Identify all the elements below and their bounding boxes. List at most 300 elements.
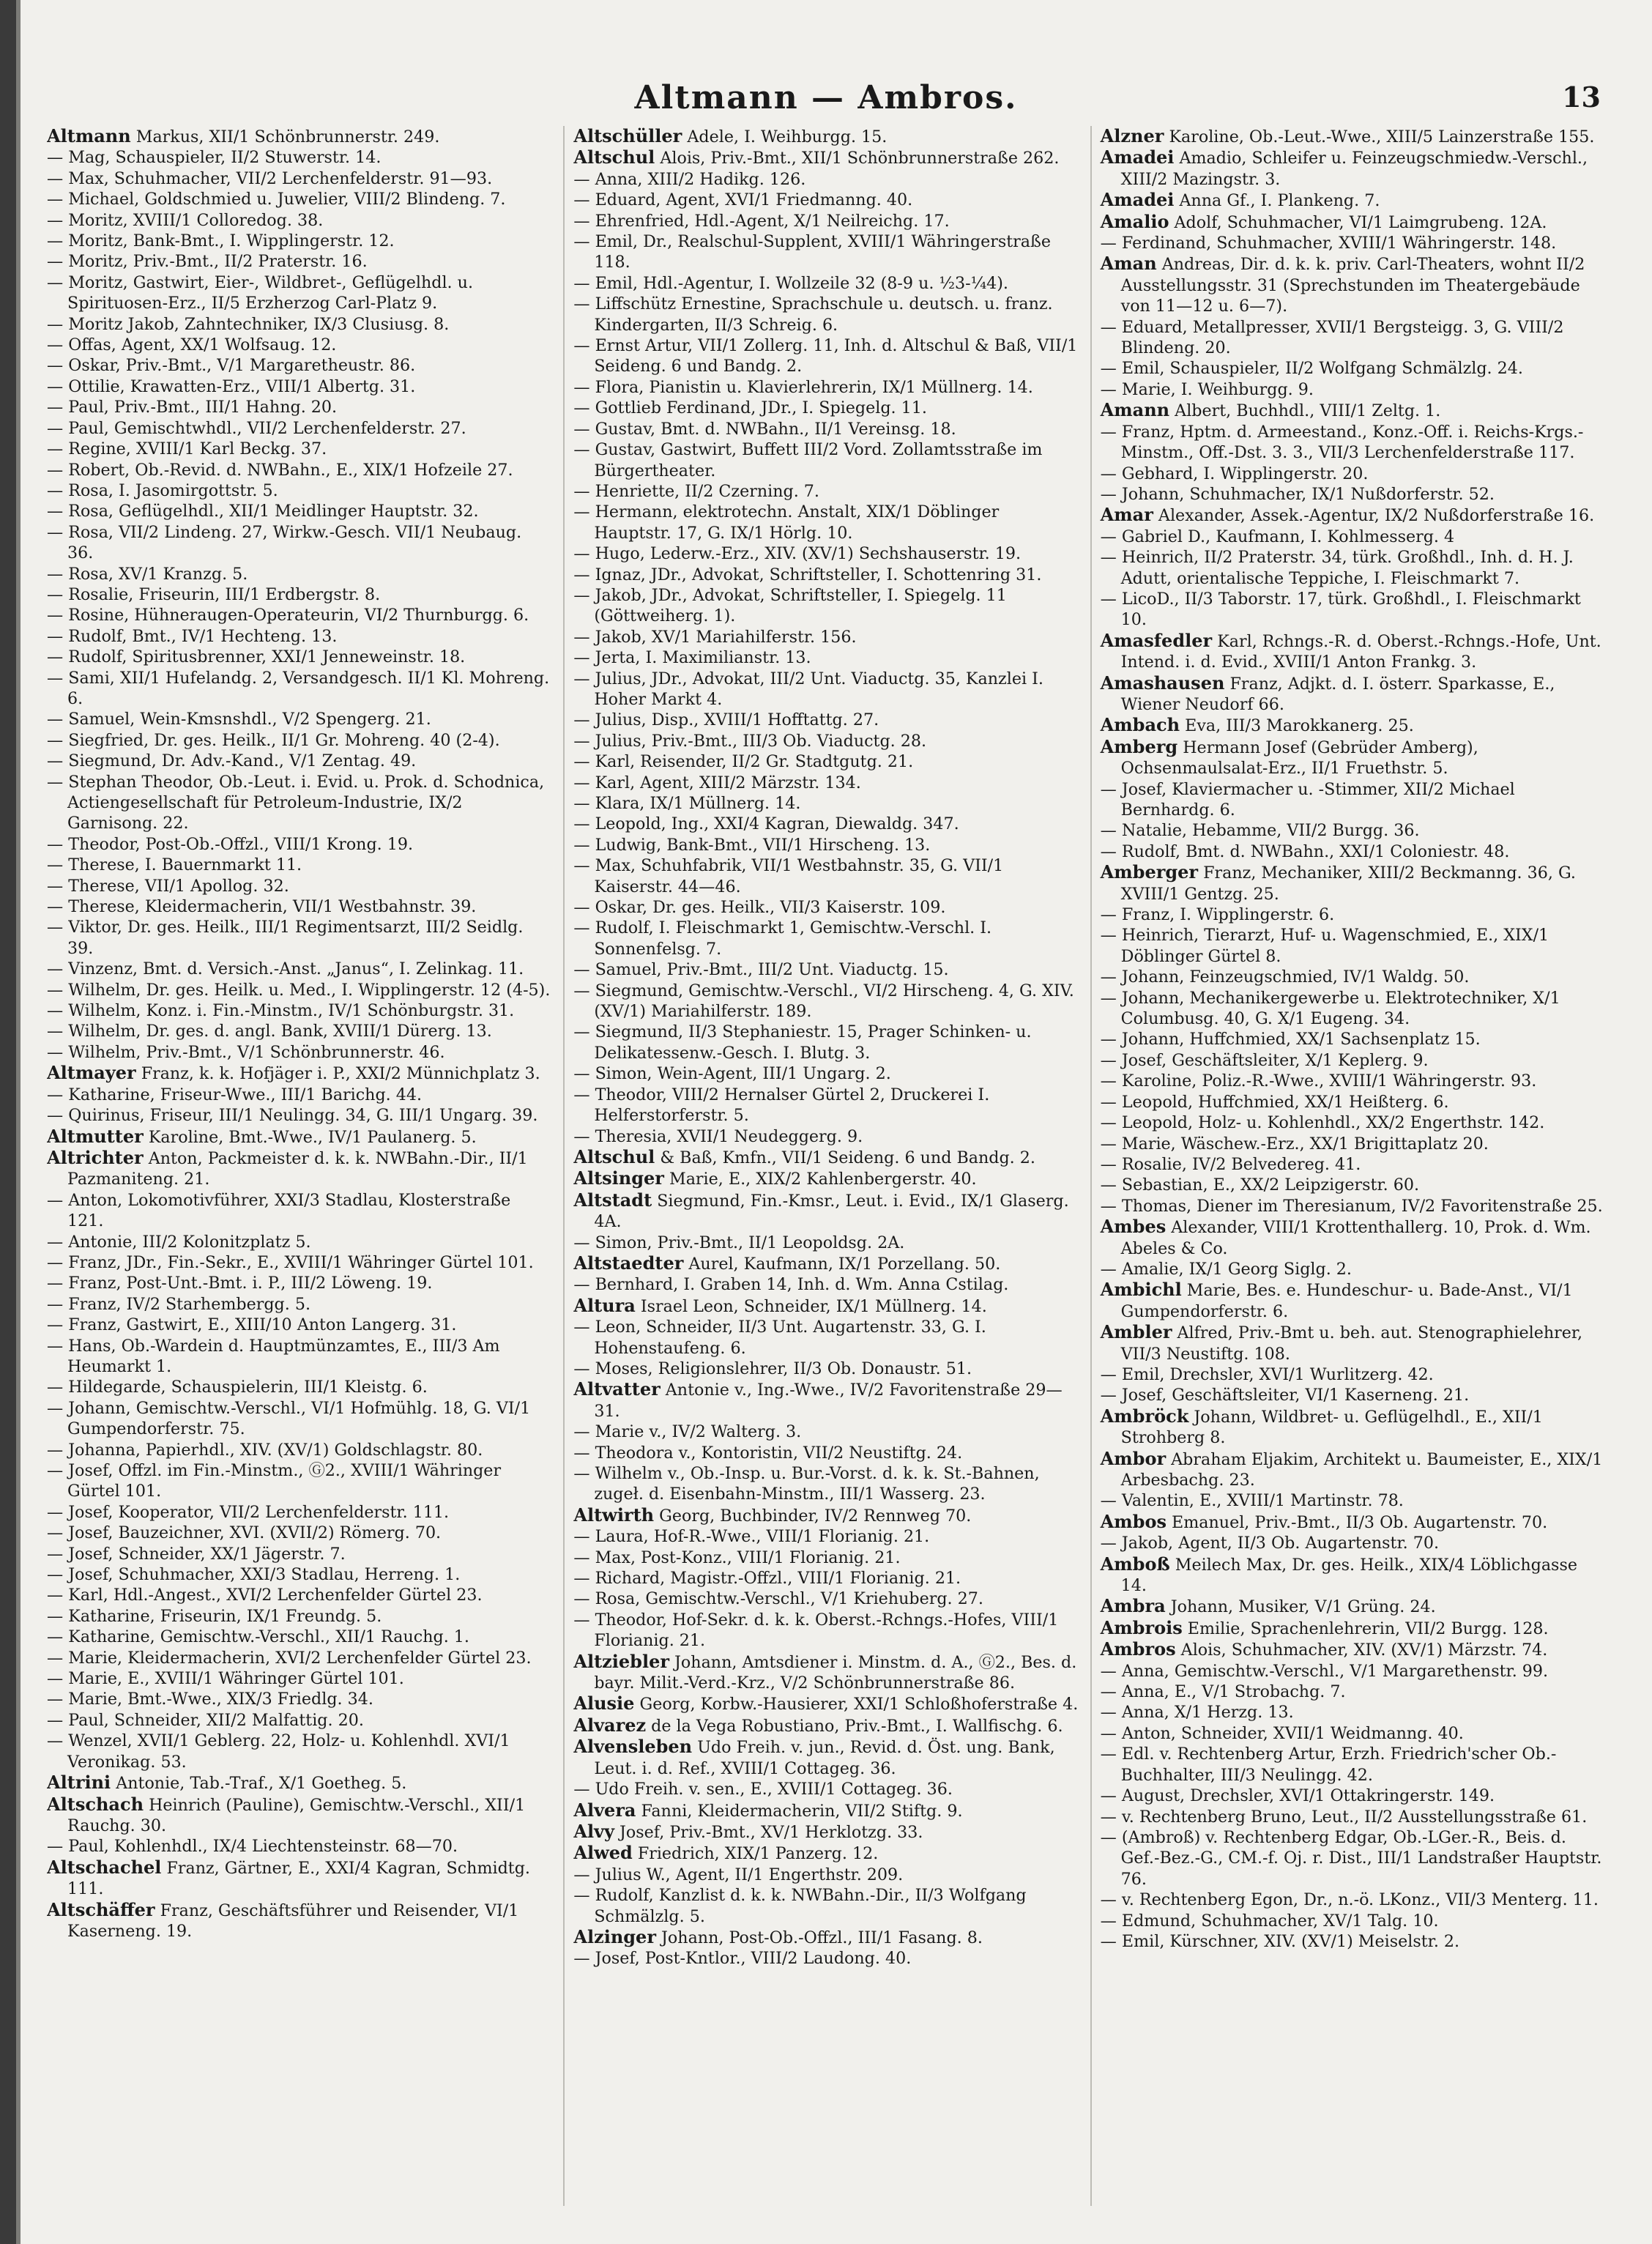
directory-entry: [47, 272, 551, 314]
directory-entry: [47, 314, 551, 335]
directory-entry: [47, 1085, 551, 1105]
columns: [47, 126, 1605, 2206]
directory-entry: [47, 1105, 551, 1126]
entry-text: Marie, E., XIX/2 Kahlenbergerstr. 40.: [663, 1170, 977, 1189]
entry-text: — Edmund, Schuhmacher, XV/1 Talg. 10.: [1100, 1911, 1439, 1931]
directory-entry: [573, 147, 1078, 168]
directory-entry: [47, 1900, 551, 1942]
entry-text: — Julius W., Agent, II/1 Engerthstr. 209.: [573, 1865, 904, 1884]
directory-entry: [47, 1627, 551, 1647]
surname: Ambra: [1100, 1595, 1166, 1617]
directory-entry: [573, 1147, 1078, 1168]
directory-entry: [1101, 715, 1605, 736]
surname: Altrichter: [47, 1146, 144, 1168]
entry-text: — Therese, I. Bauernmarkt 11.: [47, 855, 302, 875]
directory-entry: [47, 1648, 551, 1668]
directory-entry: [573, 543, 1078, 564]
directory-entry: [573, 439, 1078, 481]
directory-entry: [1101, 1216, 1605, 1259]
entry-text: — v. Rechtenberg Bruno, Leut., II/2 Ausstellungsstraße 61.: [1100, 1807, 1588, 1827]
entry-text: — Josef, Geschäftsleiter, X/1 Keplerg. 9.: [1100, 1050, 1429, 1070]
entry-text: Andreas, Dir. d. k. k. priv. Carl-Theaters, wohnt II/2 Ausstellungsstr. 31 (Sprechstunden im Theatergebäude von 11—12 u. 6—7).: [1120, 255, 1585, 316]
directory-entry: [1101, 527, 1605, 547]
entry-text: — Julius, Disp., XVIII/1 Hofftattg. 27.: [573, 710, 879, 730]
entry-text: Marie, Bes. e. Hundeschur- u. Bade-Anst., VI/1 Gumpendorferstr. 6.: [1120, 1281, 1573, 1321]
directory-entry: [47, 1273, 551, 1293]
entry-text: — Paul, Gemischtwhdl., VII/2 Lerchenfelderstr. 27.: [47, 418, 466, 438]
directory-entry: [47, 896, 551, 917]
entry-text: Johann, Wildbret- u. Geflügelhdl., E., XII/1 Strohberg 8.: [1120, 1407, 1543, 1448]
directory-entry: [1101, 1807, 1605, 1827]
directory-entry: [1101, 1682, 1605, 1702]
directory-entry: [1101, 1744, 1605, 1786]
directory-entry: [573, 1253, 1078, 1274]
entry-text: — Rosa, VII/2 Lindeng. 27, Wirkw.-Gesch. VII/1 Neubaug. 36.: [47, 522, 522, 563]
directory-entry: [47, 1063, 551, 1084]
directory-entry: [47, 126, 551, 147]
directory-entry: [1101, 1661, 1605, 1682]
directory-entry: [1101, 1050, 1605, 1071]
directory-entry: [1101, 422, 1605, 464]
directory-entry: [47, 1190, 551, 1232]
directory-entry: [573, 1233, 1078, 1253]
directory-entry: [1101, 1196, 1605, 1216]
entry-text: — Eduard, Agent, XVI/1 Friedmanng. 40.: [573, 190, 913, 210]
left-scan-edge: [0, 0, 16, 2244]
entry-text: Heinrich (Pauline), Gemischtw.-Verschl., XII/1 Rauchg. 30.: [67, 1795, 526, 1835]
directory-entry: [1101, 1029, 1605, 1049]
directory-entry: [573, 1927, 1078, 1948]
entry-text: — Regine, XVIII/1 Karl Beckg. 37.: [47, 439, 327, 459]
entry-text: Udo Freih. v. jun., Revid. d. Öst. ung. Bank, Leut. i. d. Ref., XVIII/1 Cottageg. 36.: [594, 1738, 1055, 1778]
directory-entry: [47, 730, 551, 751]
surname: Amadei: [1100, 146, 1175, 168]
directory-entry: [1101, 547, 1605, 589]
directory-entry: [1101, 1364, 1605, 1385]
directory-entry: [573, 1443, 1078, 1463]
directory-entry: [1101, 233, 1605, 253]
directory-entry: [1101, 1449, 1605, 1491]
surname: Amashausen: [1100, 672, 1225, 694]
directory-entry: [47, 231, 551, 251]
surname: Altschüller: [573, 126, 682, 146]
directory-entry: [573, 169, 1078, 190]
entry-text: — Edl. v. Rechtenberg Artur, Erzh. Friedrich'scher Ob.-Buchhalter, III/3 Neulingg. 42.: [1100, 1745, 1557, 1785]
entry-text: — Rosa, Gemischtw.-Verschl., V/1 Kriehuberg. 27.: [573, 1589, 983, 1609]
entry-text: — Therese, Kleidermacherin, VII/1 Westbahnstr. 39.: [47, 897, 477, 917]
surname: Alzner: [1100, 126, 1164, 146]
entry-text: — Wilhelm v., Ob.-Insp. u. Bur.-Vorst. d. k. k. St.-Bahnen, zugeł. d. Eisenbahn-Minstm., III/1 Wasserg. 23.: [573, 1464, 1040, 1504]
entry-text: — Julius, JDr., Advokat, III/2 Unt. Viaductg. 35, Kanzlei I. Hoher Markt 4.: [573, 669, 1043, 709]
directory-entry: [1101, 505, 1605, 526]
directory-entry: [573, 647, 1078, 668]
entry-text: Alois, Priv.-Bmt., XII/1 Schönbrunnerstraße 262.: [655, 149, 1060, 168]
entry-text: — Eduard, Metallpresser, XVII/1 Bergsteigg. 3, G. VIII/2 Blindeng. 20.: [1100, 317, 1564, 358]
entry-text: Adolf, Schuhmacher, VI/1 Laimgrubeng. 12A.: [1169, 212, 1547, 232]
entry-text: — Rudolf, Bmt., IV/1 Hechteng. 13.: [47, 626, 338, 646]
entry-text: — Rudolf, Bmt. d. NWBahn., XXI/1 Coloniestr. 48.: [1100, 842, 1510, 861]
surname: Altura: [573, 1294, 636, 1316]
directory-entry: [47, 1836, 551, 1857]
directory-entry: [573, 959, 1078, 980]
entry-text: — Stephan Theodor, Ob.-Leut. i. Evid. u. Prok. d. Schodnica, Actiengesellschaft für Petroleum-Industrie, IX/2 Garnisong. 22.: [47, 772, 545, 833]
entry-text: Georg, Buchbinder, IV/2 Rennweg 70.: [654, 1506, 972, 1526]
entry-text: Antonie v., Ing.-Wwe., IV/2 Favoritenstraße 29—31.: [594, 1381, 1063, 1421]
directory-entry: [573, 481, 1078, 502]
entry-text: — Karoline, Poliz.-R.-Wwe., XVIII/1 Währingerstr. 93.: [1100, 1071, 1537, 1091]
directory-entry: [47, 1606, 551, 1627]
directory-entry: [47, 1772, 551, 1794]
entry-text: — Michael, Goldschmied u. Juwelier, VIII/2 Blindeng. 7.: [47, 190, 506, 209]
surname: Ambler: [1100, 1321, 1172, 1343]
entry-text: — Siegmund, Gemischtw.-Verschl., VI/2 Hirscheng. 4, G. XIV. (XV/1) Mariahilferstr. 189.: [573, 981, 1074, 1022]
entry-text: — Udo Freih. v. sen., E., XVIII/1 Cottageg. 36.: [573, 1780, 953, 1799]
running-title: Altmann — Ambros.: [634, 79, 1018, 116]
entry-text: — Siegmund, Dr. Adv.-Kand., V/1 Zentag. 49.: [47, 751, 417, 771]
entry-text: — Paul, Kohlenhdl., IX/4 Liechtensteinstr. 68—70.: [47, 1837, 458, 1857]
directory-entry: [1101, 967, 1605, 987]
directory-entry: [573, 377, 1078, 398]
directory-entry: [47, 709, 551, 729]
directory-entry: [47, 1460, 551, 1502]
entry-text: — Karl, Reisender, II/2 Gr. Stadtgutg. 21.: [573, 752, 914, 772]
directory-entry: [1101, 1931, 1605, 1952]
entry-text: — Max, Schuhfabrik, VII/1 Westbahnstr. 35, G. VII/1 Kaiserstr. 44—46.: [573, 856, 1004, 896]
directory-entry: [47, 355, 551, 376]
entry-text: Franz, Mechaniker, XIII/2 Beckmanng. 36, G. XVIII/1 Gentzg. 25.: [1120, 863, 1576, 904]
directory-entry: [47, 1585, 551, 1605]
directory-entry: [47, 1021, 551, 1041]
entry-text: — Rosine, Hühneraugen-Operateurin, VI/2 Thurnburgg. 6.: [47, 606, 529, 625]
directory-entry: [47, 1689, 551, 1709]
surname: Altziebler: [573, 1650, 669, 1672]
directory-entry: [1101, 1827, 1605, 1890]
directory-entry: [1101, 1490, 1605, 1511]
directory-entry: [47, 876, 551, 896]
entry-text: — Rudolf, Spiritusbrenner, XXI/1 Jenneweinstr. 18.: [47, 647, 466, 667]
directory-entry: [573, 751, 1078, 772]
entry-text: — Wilhelm, Dr. ges. d. angl. Bank, XVIII/1 Dürerg. 13.: [47, 1022, 492, 1041]
entry-text: — August, Drechsler, XVI/1 Ottakringerstr. 149.: [1100, 1786, 1495, 1806]
directory-entry: [573, 1359, 1078, 1379]
directory-entry: [1101, 464, 1605, 484]
entry-text: — Johanna, Papierhdl., XIV. (XV/1) Goldschlagstr. 80.: [47, 1440, 483, 1460]
entry-text: Friedrich, XIX/1 Panzerg. 12.: [632, 1844, 879, 1864]
entry-text: — Ignaz, JDr., Advokat, Schriftsteller, I. Schottenring 31.: [573, 565, 1042, 584]
surname: Amann: [1100, 399, 1170, 421]
entry-text: — Johann, Schuhmacher, IX/1 Nußdorferstr. 52.: [1100, 484, 1495, 504]
surname: Ambor: [1100, 1447, 1167, 1469]
column-1: [47, 126, 551, 2206]
directory-entry: [1101, 1175, 1605, 1195]
directory-entry: [47, 1731, 551, 1772]
surname: Altsinger: [573, 1167, 664, 1189]
entry-text: — Gebhard, I. Wipplingerstr. 20.: [1100, 464, 1369, 483]
directory-entry: [1101, 212, 1605, 233]
entry-text: — Anna, X/1 Herzg. 13.: [1100, 1703, 1294, 1723]
directory-entry: [573, 710, 1078, 730]
entry-text: — Antonie, III/2 Kolonitzplatz 5.: [47, 1232, 311, 1252]
directory-entry: [573, 1379, 1078, 1422]
entry-text: — Franz, I. Wipplingerstr. 6.: [1100, 905, 1335, 925]
entry-text: — Moritz, XVIII/1 Colloredog. 38.: [47, 210, 324, 230]
directory-entry: [47, 397, 551, 417]
directory-entry: [47, 1398, 551, 1440]
entry-text: — Emil, Dr., Realschul-Supplent, XVIII/1 Währingerstraße 118.: [573, 232, 1051, 272]
entry-text: — Moritz Jakob, Zahntechniker, IX/3 Clusiusg. 8.: [47, 314, 450, 334]
directory-entry: [573, 669, 1078, 710]
directory-entry: [573, 814, 1078, 834]
entry-text: — Liffschütz Ernestine, Sprachschule u. deutsch. u. franz. Kindergarten, II/3 Schreig. 6.: [573, 294, 1053, 335]
directory-entry: [1101, 1385, 1605, 1405]
entry-text: — Samuel, Priv.-Bmt., III/2 Unt. Viaductg. 15.: [573, 960, 949, 980]
directory-entry: [573, 1589, 1078, 1609]
entry-text: — Josef, Bauzeichner, XVI. (XVII/2) Römerg. 70.: [47, 1523, 442, 1543]
directory-entry: [573, 1715, 1078, 1736]
entry-text: Johann, Musiker, V/1 Grüng. 24.: [1165, 1597, 1436, 1617]
entry-text: — Gustav, Gastwirt, Buffett III/2 Vord. Zollamtsstraße im Bürgertheater.: [573, 440, 1043, 480]
surname: Alwed: [573, 1842, 633, 1864]
entry-text: — Klara, IX/1 Müllnerg. 14.: [573, 794, 801, 813]
entry-text: — Katharine, Friseur-Wwe., III/1 Barichg. 44.: [47, 1085, 423, 1104]
directory-entry: [1101, 1911, 1605, 1931]
directory-entry: [573, 294, 1078, 335]
entry-text: — Josef, Offzl. im Fin.-Minstm., Ⓖ2., XVIII/1 Währinger Gürtel 101.: [47, 1461, 502, 1501]
entry-text: Alfred, Priv.-Bmt u. beh. aut. Stenographielehrer, VII/3 Neustiftg. 108.: [1120, 1323, 1583, 1364]
column-3: [1090, 126, 1605, 2206]
entry-text: Albert, Buchhdl., VIII/1 Zeltg. 1.: [1169, 401, 1441, 421]
entry-text: — Ernst Artur, VII/1 Zollerg. 11, Inh. d. Altschul & Baß, VII/1 Seideng. 6 und Bandg. 2.: [573, 336, 1078, 376]
directory-entry: [573, 731, 1078, 751]
entry-text: Georg, Korbw.-Hausierer, XXI/1 Schloßhoferstraße 4.: [634, 1695, 1079, 1714]
entry-text: — Max, Schuhmacher, VII/2 Lerchenfelderstr. 91—93.: [47, 168, 493, 188]
entry-text: — Paul, Schneider, XII/2 Malfattig. 20.: [47, 1710, 364, 1730]
entry-text: — Rosalie, Friseurin, III/1 Erdbergstr. 8.: [47, 584, 381, 604]
entry-text: — Hans, Ob.-Wardein d. Hauptmünzamtes, E., III/3 Am Heumarkt 1.: [47, 1336, 500, 1376]
directory-entry: [47, 1000, 551, 1021]
directory-entry: [47, 647, 551, 667]
directory-entry: [47, 460, 551, 480]
entry-text: — Samuel, Wein-Kmsnshdl., V/2 Spengerg. 21.: [47, 710, 431, 729]
directory-entry: [47, 1857, 551, 1900]
entry-text: — Leon, Schneider, II/3 Unt. Augartenstr. 33, G. I. Hohenstaufeng. 6.: [573, 1318, 986, 1358]
entry-text: — Moritz, Priv.-Bmt., II/2 Praterstr. 16.: [47, 252, 368, 272]
directory-entry: [573, 1610, 1078, 1652]
surname: Altmayer: [47, 1062, 136, 1084]
directory-entry: [573, 1821, 1078, 1843]
entry-text: — Karl, Hdl.-Angest., XVI/2 Lerchenfelder Gürtel 23.: [47, 1586, 483, 1605]
surname: Alvarez: [573, 1714, 647, 1736]
directory-entry: [1101, 631, 1605, 673]
directory-entry: [47, 251, 551, 272]
directory-entry: [573, 1296, 1078, 1317]
surname: Ambrois: [1100, 1616, 1183, 1638]
entry-text: — Hildegarde, Schauspielerin, III/1 Kleistg. 6.: [47, 1378, 428, 1397]
entry-text: — Robert, Ob.-Revid. d. NWBahn., E., XIX/1 Hofzeile 27.: [47, 460, 513, 480]
directory-entry: [1101, 1406, 1605, 1449]
entry-text: — Ludwig, Bank-Bmt., VII/1 Hirscheng. 13.: [573, 835, 931, 855]
surname: Amasfedler: [1100, 629, 1213, 651]
directory-entry: [1101, 1554, 1605, 1597]
entry-text: Karoline, Ob.-Leut.-Wwe., XIII/5 Lainzerstraße 155.: [1164, 127, 1595, 146]
entry-text: — Franz, IV/2 Starhembergg. 5.: [47, 1294, 311, 1314]
entry-text: Karl, Rchngs.-R. d. Oberst.-Rchngs.-Hofe, Unt. Intend. i. d. Evid., XVIII/1 Anton Frankg. 3.: [1120, 631, 1601, 672]
entry-text: — Anton, Lokomotivführer, XXI/3 Stadlau, Klosterstraße 121.: [47, 1190, 511, 1231]
directory-entry: [1101, 1533, 1605, 1553]
entry-text: — Max, Post-Konz., VIII/1 Florianig. 21.: [573, 1548, 901, 1567]
entry-text: — Franz, Post-Unt.-Bmt. i. P., III/2 Löweng. 19.: [47, 1274, 433, 1293]
directory-entry: [573, 126, 1078, 147]
directory-entry: [1101, 147, 1605, 190]
entry-text: Fanni, Kleidermacherin, VII/2 Stiftg. 9.: [636, 1801, 963, 1821]
directory-entry: [1101, 1890, 1605, 1910]
entry-text: — Wilhelm, Priv.-Bmt., V/1 Schönbrunnerstr. 46.: [47, 1042, 445, 1062]
directory-entry: [1101, 779, 1605, 821]
surname: Ambos: [1100, 1510, 1167, 1532]
surname: Altschachel: [47, 1856, 162, 1878]
directory-entry: [47, 335, 551, 355]
directory-entry: [573, 585, 1078, 627]
directory-entry: [1101, 862, 1605, 904]
surname: Altstaedter: [573, 1252, 684, 1274]
surname: Ambros: [1100, 1638, 1176, 1660]
entry-text: — Ferdinand, Schuhmacher, XVIII/1 Währingerstr. 148.: [1100, 234, 1557, 253]
entry-text: — Moritz, Bank-Bmt., I. Wipplingerstr. 12.: [47, 231, 395, 251]
entry-text: Franz, k. k. Hofjäger i. P., XXI/2 Münnichplatz 3.: [135, 1064, 540, 1084]
entry-text: — Josef, Schneider, XX/1 Jägerstr. 7.: [47, 1544, 346, 1564]
entry-text: — Karl, Agent, XIII/2 Märzstr. 134.: [573, 773, 861, 792]
directory-entry: [573, 502, 1078, 543]
entry-text: Emanuel, Priv.-Bmt., II/3 Ob. Augartenstr. 70.: [1166, 1512, 1548, 1532]
surname: Altschäffer: [47, 1898, 155, 1920]
entry-text: — Josef, Klaviermacher u. -Stimmer, XII/2 Michael Bernhardg. 6.: [1100, 779, 1515, 820]
directory-entry: [47, 1232, 551, 1252]
entry-text: — Gustav, Bmt. d. NWBahn., II/1 Vereinsg. 18.: [573, 419, 956, 439]
entry-text: — Natalie, Hebamme, VII/2 Burgg. 36.: [1100, 821, 1420, 841]
directory-entry: [573, 419, 1078, 439]
directory-entry: [47, 1126, 551, 1148]
surname: Amberg: [1100, 735, 1178, 757]
entry-text: Abraham Eljakim, Architekt u. Baumeister, E., XIX/1 Arbesbachg. 23.: [1120, 1449, 1603, 1490]
entry-text: — Josef, Geschäftsleiter, VI/1 Kaserneng. 21.: [1100, 1386, 1470, 1405]
entry-text: — Thomas, Diener im Theresianum, IV/2 Favoritenstraße 25.: [1100, 1196, 1603, 1216]
directory-entry: [1101, 842, 1605, 862]
surname: Alvy: [573, 1820, 614, 1842]
entry-text: Franz, Gärtner, E., XXI/4 Kagran, Schmidtg. 111.: [67, 1858, 530, 1899]
directory-entry: [573, 211, 1078, 231]
entry-text: — Johann, Mechanikergewerbe u. Elektrotechniker, X/1 Columbusg. 40, G. X/1 Eugeng. 34.: [1100, 988, 1560, 1029]
directory-entry: [573, 1652, 1078, 1694]
directory-entry: [47, 626, 551, 647]
surname: Amboß: [1100, 1553, 1170, 1575]
directory-entry: [573, 1948, 1078, 1969]
entry-text: — Wenzel, XVII/1 Geblerg. 22, Holz- u. Kohlenhdl. XVI/1 Veronikag. 53.: [47, 1731, 510, 1772]
entry-text: — Marie, Bmt.-Wwe., XIX/3 Friedlg. 34.: [47, 1690, 373, 1709]
surname: Alvera: [573, 1799, 636, 1821]
directory-entry: [573, 1022, 1078, 1063]
entry-text: — Katharine, Gemischtw.-Verschl., XII/1 Rauchg. 1.: [47, 1627, 469, 1647]
directory-entry: [573, 1505, 1078, 1526]
entry-text: — Moritz, Gastwirt, Eier-, Wildbret-, Geflügelhdl. u. Spirituosen-Erz., II/5 Erzherzog Carl-Platz 9.: [47, 272, 474, 313]
directory-entry: [47, 522, 551, 564]
directory-entry: [47, 917, 551, 959]
directory-entry: [1101, 1279, 1605, 1322]
surname: Alvensleben: [573, 1736, 693, 1758]
surname: Aman: [1100, 253, 1157, 275]
entry-text: & Baß, Kmfn., VII/1 Seideng. 6 und Bandg. 2.: [655, 1148, 1035, 1167]
entry-text: Franz, Adjkt. d. I. österr. Sparkasse, E., Wiener Neudorf 66.: [1120, 674, 1555, 714]
entry-text: — Anna, Gemischtw.-Verschl., V/1 Margarethenstr. 99.: [1100, 1661, 1549, 1681]
entry-text: — Ehrenfried, Hdl.-Agent, X/1 Neilreichg. 17.: [573, 211, 950, 231]
surname: Altvatter: [573, 1378, 661, 1400]
directory-entry: [47, 980, 551, 1000]
directory-entry: [573, 1548, 1078, 1568]
entry-text: — Johann, Gemischtw.-Verschl., VI/1 Hofmühlg. 18, G. VI/1 Gumpendorferstr. 75.: [47, 1398, 531, 1439]
directory-entry: [1101, 317, 1605, 359]
entry-text: Alois, Schuhmacher, XIV. (XV/1) Märzstr. 74.: [1175, 1641, 1548, 1660]
directory-entry: [573, 1422, 1078, 1442]
entry-text: Josef, Priv.-Bmt., XV/1 Herklotzg. 33.: [614, 1822, 923, 1842]
entry-text: — v. Rechtenberg Egon, Dr., n.-ö. LKonz., VII/3 Menterg. 11.: [1100, 1890, 1599, 1910]
directory-entry: [573, 1274, 1078, 1295]
entry-text: Adele, I. Weihburgg. 15.: [682, 127, 888, 146]
surname: Altmann: [47, 126, 131, 146]
entry-text: — Josef, Schuhmacher, XXI/3 Stadlau, Herreng. 1.: [47, 1565, 461, 1585]
directory-entry: [573, 1736, 1078, 1779]
surname: Ambröck: [1100, 1405, 1189, 1427]
directory-entry: [47, 1336, 551, 1378]
directory-entry: [573, 1885, 1078, 1927]
directory-entry: [573, 1085, 1078, 1126]
entry-text: Markus, XII/1 Schönbrunnerstr. 249.: [130, 127, 440, 146]
entry-text: — Sami, XII/1 Hufelandg. 2, Versandgesch. II/1 Kl. Mohreng. 6.: [47, 668, 550, 708]
entry-text: — Vinzenz, Bmt. d. Versich.-Anst. „Janus“, I. Zelinkag. 11.: [47, 959, 524, 979]
surname: Altstadt: [573, 1189, 652, 1211]
entry-text: — Theresia, XVII/1 Neudeggerg. 9.: [573, 1126, 863, 1146]
directory-entry: [573, 231, 1078, 273]
entry-text: — Rosa, Geflügelhdl., XII/1 Meidlinger Hauptstr. 32.: [47, 502, 479, 521]
entry-text: — Katharine, Friseurin, IX/1 Freundg. 5.: [47, 1606, 382, 1626]
directory-entry: [573, 1126, 1078, 1147]
surname: Alusie: [573, 1693, 635, 1714]
entry-text: — Josef, Kooperator, VII/2 Lerchenfelderstr. 111.: [47, 1502, 450, 1522]
entry-text: — Johann, Huffchmied, XX/1 Sachsenplatz 15.: [1100, 1030, 1481, 1049]
entry-text: — Leopold, Huffchmied, XX/1 Heißterg. 6.: [1100, 1092, 1449, 1112]
directory-entry: [47, 1294, 551, 1315]
page-number: 13: [1562, 81, 1601, 114]
entry-text: — Jakob, XV/1 Mariahilferstr. 156.: [573, 627, 857, 647]
directory-entry: [573, 1063, 1078, 1084]
entry-text: — Gabriel D., Kaufmann, I. Kohlmesserg. 4: [1100, 527, 1455, 546]
entry-text: — Emil, Schauspieler, II/2 Wolfgang Schmälzlg. 24.: [1100, 359, 1523, 379]
directory-entry: [573, 1865, 1078, 1885]
entry-text: — Franz, JDr., Fin.-Sekr., E., XVIII/1 Währinger Gürtel 101.: [47, 1252, 534, 1272]
entry-text: — Marie v., IV/2 Walterg. 3.: [573, 1422, 802, 1442]
directory-entry: [1101, 589, 1605, 631]
entry-text: — Mag, Schauspieler, II/2 Stuwerstr. 14.: [47, 148, 382, 168]
surname: Ambichl: [1100, 1279, 1182, 1301]
directory-entry: [1101, 820, 1605, 841]
entry-text: Johann, Post-Ob.-Offzl., III/1 Fasang. 8.: [655, 1928, 983, 1947]
directory-entry: [47, 1668, 551, 1689]
entry-text: Hermann Josef (Gebrüder Amberg), Ochsenmaulsalat-Erz., II/1 Fruethstr. 5.: [1120, 738, 1478, 779]
directory-entry: [1101, 1259, 1605, 1279]
directory-entry: [47, 668, 551, 710]
directory-entry: [573, 897, 1078, 918]
surname: Altschul: [573, 146, 655, 168]
surname: Ambach: [1100, 714, 1180, 736]
entry-text: Franz, Geschäftsführer und Reisender, VI/1 Kaserneng. 19.: [67, 1901, 519, 1941]
